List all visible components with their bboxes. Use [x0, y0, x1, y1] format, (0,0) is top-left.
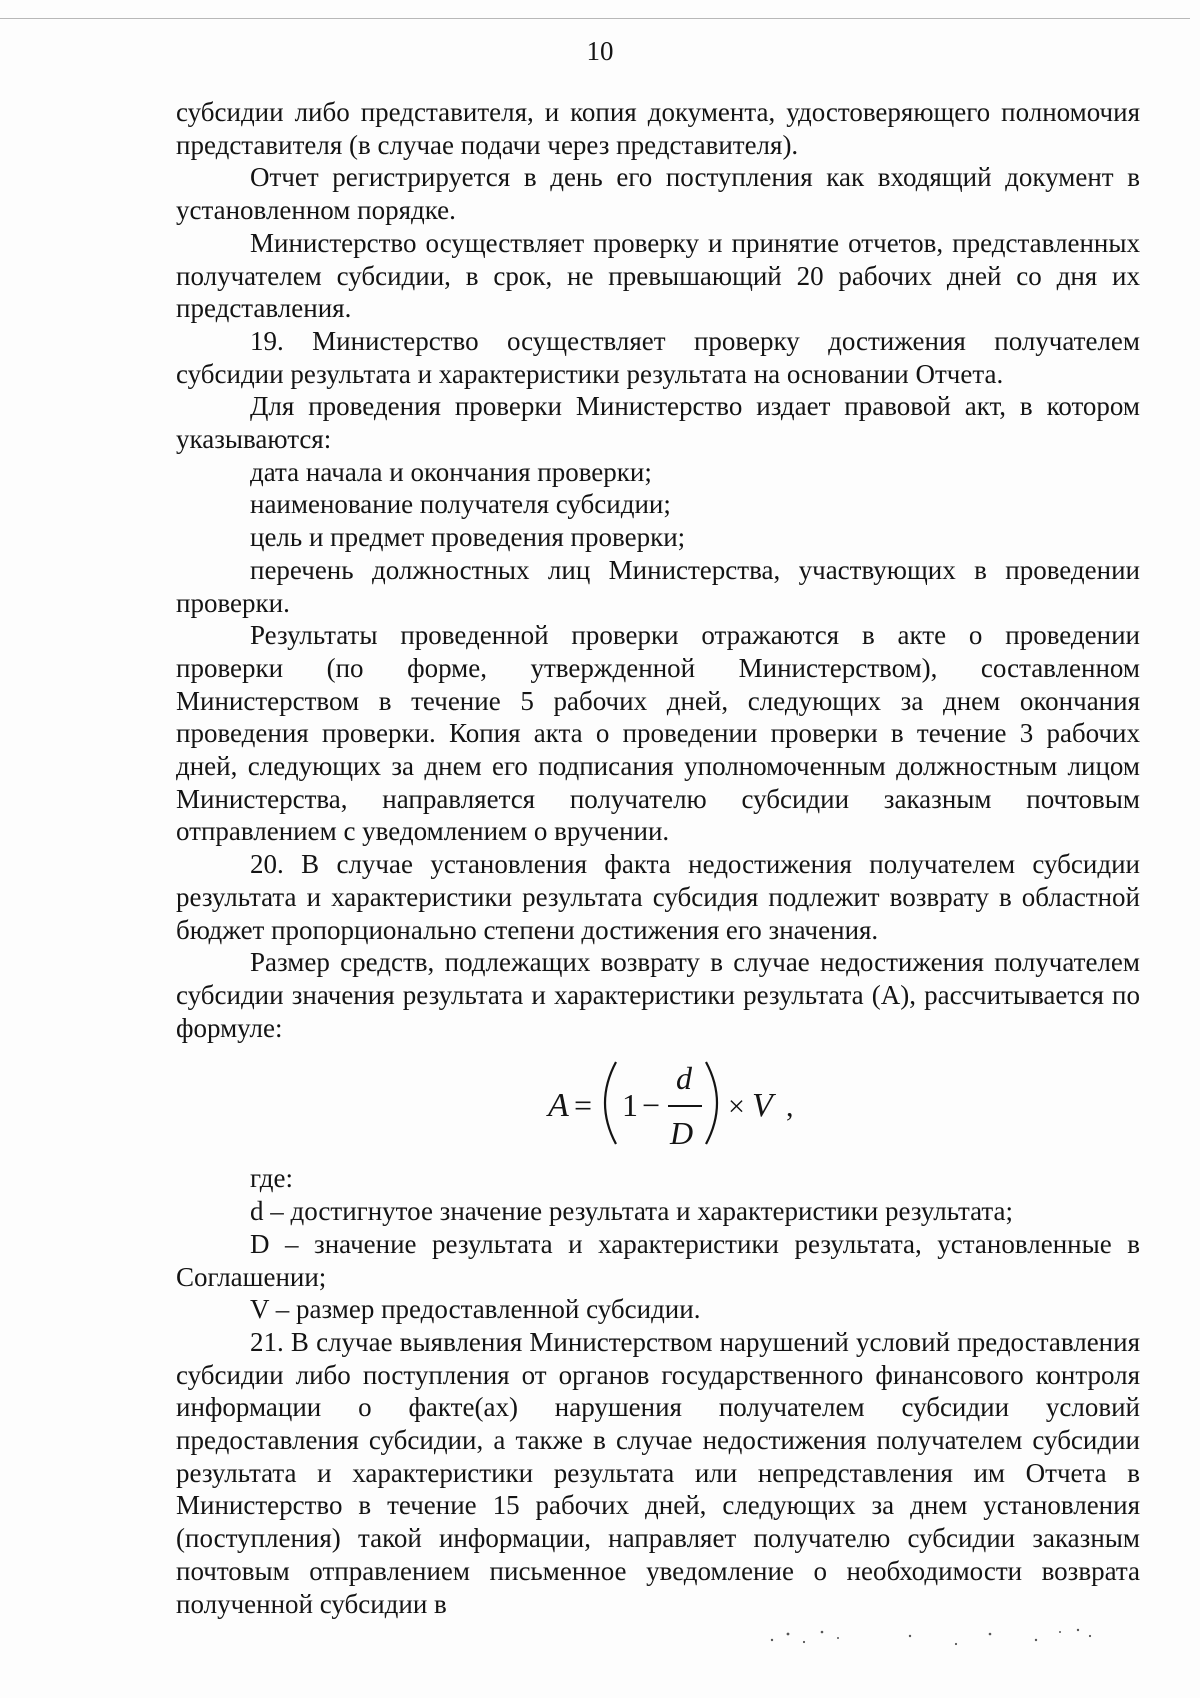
paragraph: Для проведения проверки Министерство издает правовой акт, в котором указываются: — [176, 391, 1140, 455]
definition-V: V – размер предоставленной субсидии. — [250, 1294, 701, 1325]
paragraph: Отчет регистрируется в день его поступления как входящий документ в установленном порядке. — [176, 162, 1140, 226]
scan-noise — [760, 1614, 1120, 1654]
list-item: цель и предмет проведения проверки; — [250, 522, 686, 553]
paragraph: субсидии либо представителя, и копия документа, удостоверяющего полномочия представителя (в случае подачи через представителя). — [176, 97, 1140, 160]
page-number: 10 — [586, 36, 614, 66]
refund-formula — [176, 1044, 1140, 1162]
document-body — [176, 96, 1140, 1620]
definition-D: D – значение результата и характеристики результата, установленные в Соглашении; — [176, 1228, 1140, 1292]
formula-one: 1 — [622, 1087, 638, 1124]
paragraph: Размер средств, подлежащих возврату в случае недостижения получателем субсидии значения результата и характеристики результата (А), рассчитывается по формуле: — [176, 947, 1140, 1043]
formula-rhs: V — [752, 1087, 773, 1125]
formula-equals: = — [574, 1087, 593, 1124]
paragraph: Министерство осуществляет проверку и принятие отчетов, представленных получателем субсидии, в срок, не превышающий 20 рабочих дней со дня их представления. — [176, 227, 1140, 324]
formula-comma: , — [786, 1090, 794, 1124]
list-item: перечень должностных лиц Министерства, участвующих в проведении проверки. — [176, 554, 1140, 618]
paragraph: Результаты проведенной проверки отражаются в акте о проведении проверки (по форме, утвержденной Министерством), составленном Министерством в течение 5 рабочих дней, следующих за днем окончания проведения проверки. Копия акта о проведении проверки в течение 3 рабочих дней, следующих за днем его подписания уполномоченным должностным лицом Министерства, направляется получателю субсидии заказным почтовым отправлением с уведомлением о вручении. — [176, 620, 1140, 847]
formula-minus: − — [642, 1087, 661, 1124]
paragraph: где: — [250, 1163, 293, 1194]
formula-times: × — [728, 1090, 745, 1124]
formula-lhs: A — [548, 1087, 569, 1125]
list-item: наименование получателя субсидии; — [250, 489, 671, 520]
list-item: дата начала и окончания проверки; — [250, 456, 652, 487]
formula-denominator: D — [670, 1115, 694, 1152]
definition-d: d – достигнутое значение результата и характеристики результата; — [250, 1196, 1014, 1227]
scan-top-edge — [0, 18, 1190, 19]
section-20-paragraph: 20. В случае установления факта недостижения получателем субсидии результата и характеристики результата субсидия подлежит возврату в областной бюджет пропорционально степени достижения его значения. — [176, 849, 1140, 945]
section-21-paragraph: 21. В случае выявления Министерством нарушений условий предоставления субсидии либо поступления от органов государственного финансового контроля информации о факте(ах) нарушения получателем субсидии условий предоставления субсидии, а также в случае недостижения получателем субсидии результата и характеристики результата или непредставления им Отчета в Министерство в течение 15 рабочих дней, следующих за днем установления (поступления) такой информации, направляет получателю субсидии заказным почтовым отправлением письменное уведомление о необходимости возврата полученной субсидии в — [176, 1326, 1140, 1619]
left-paren — [605, 1062, 616, 1144]
section-19-paragraph: 19. Министерство осуществляет проверку достижения получателем субсидии результата и характеристики результата на основании Отчета. — [176, 325, 1140, 389]
formula-numerator: d — [676, 1060, 692, 1097]
right-paren — [706, 1062, 717, 1144]
